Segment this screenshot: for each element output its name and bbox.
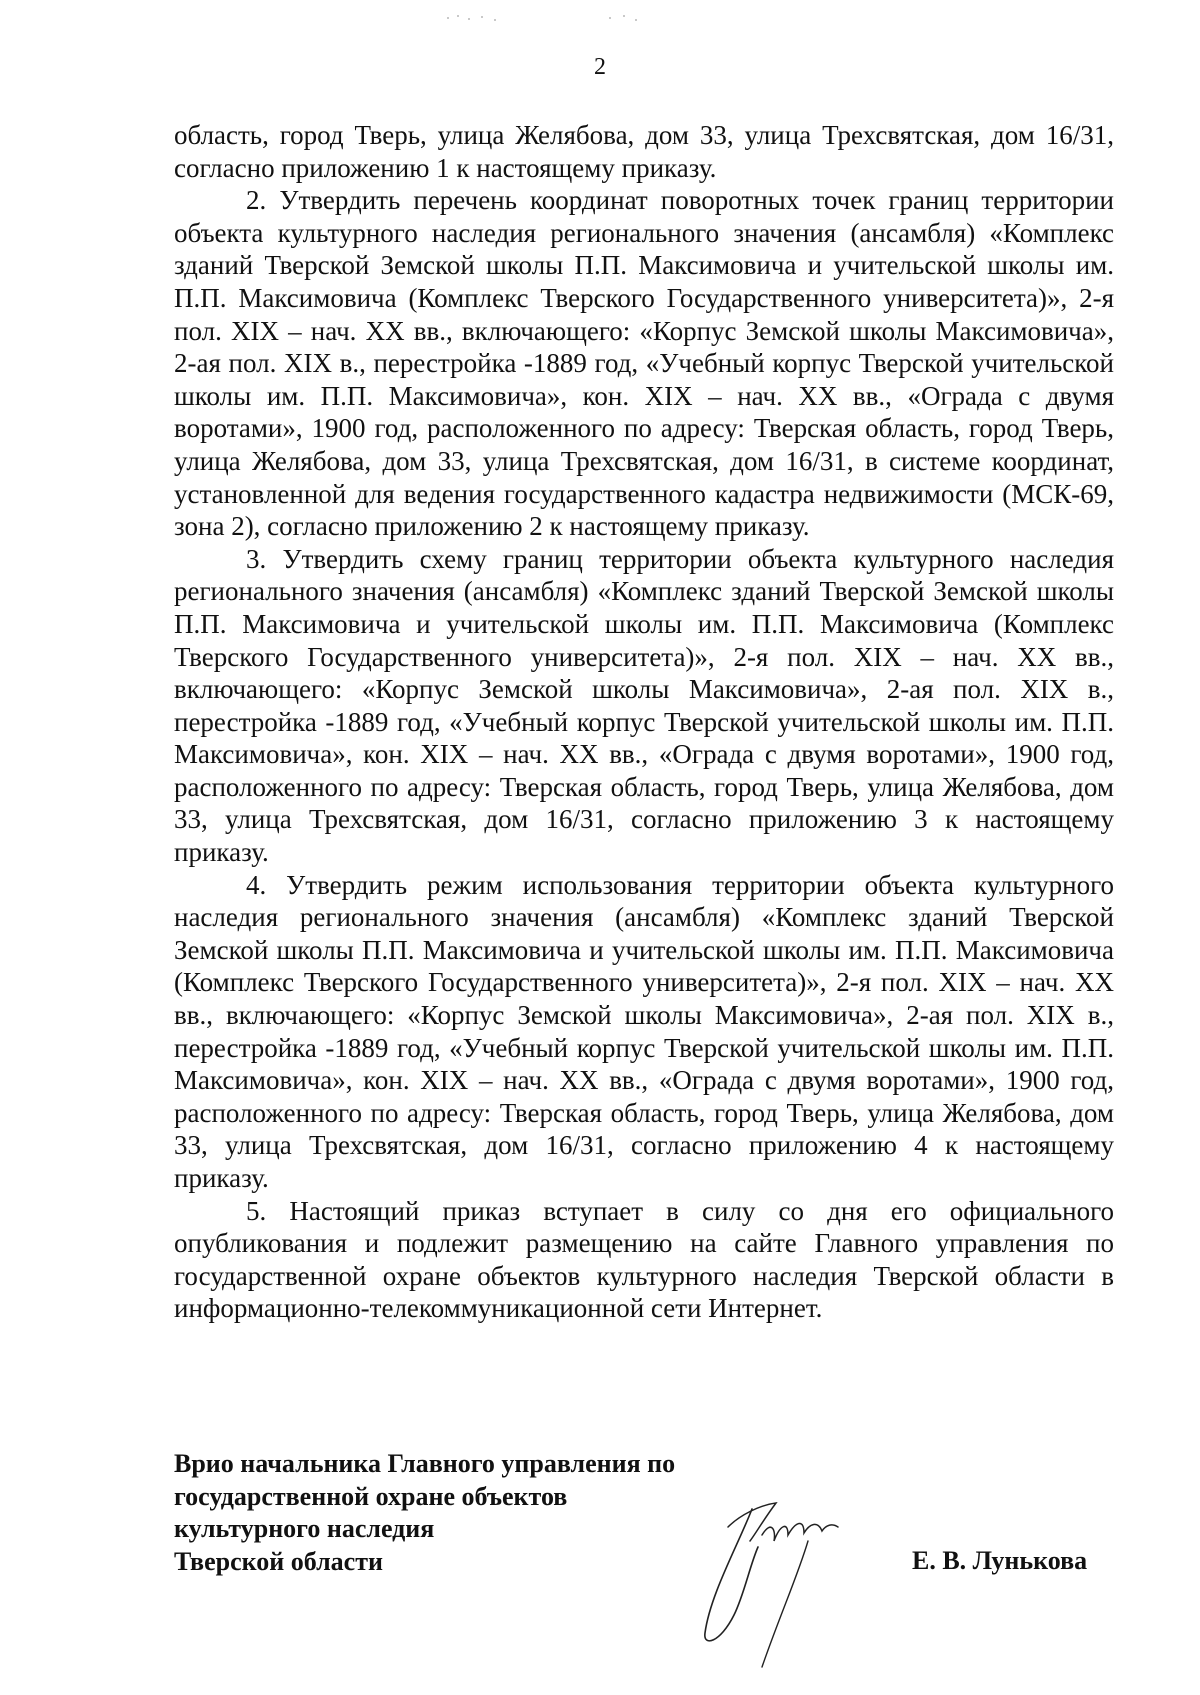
paragraph-item-2: 2. Утвердить перечень координат поворотных точек границ территории объекта культурного наследия регионального значения (ансамбля) «Комплекс зданий Тверской Земской школы П.П. Максимовича и учительской школы им. П.П. Максимовича (Комплекс Тверского Государственного университета)», 2-я пол. XIX – нач. XX вв., включающего: «Корпус Земской школы Максимовича», 2-ая пол. XIX в., перестройка -1889 год, «Учебный корпус Тверской учительской школы им. П.П. Максимовича», кон. XIX – нач. XX вв., «Ограда с двумя воротами», 1900 год, расположенного по адресу: Тверская область, город Тверь, улица Желябова, дом 33, улица Трехсвятская, дом 16/31, в системе координат, установленной для ведения государственного кадастра недвижимости (МСК-69, зона 2), согласно приложению 2 к настоящему приказу. bbox=[174, 185, 1114, 542]
signatory-title-line: Тверской области bbox=[174, 1546, 383, 1576]
signatory-title-line: культурного наследия bbox=[174, 1514, 435, 1543]
handwritten-signature bbox=[680, 1475, 900, 1675]
paragraph-item-5: 5. Настоящий приказ вступает в силу со дня его официального опубликования и подлежит размещению на сайте Главного управления по государственной охране объектов культурного наследия Тверской области в информационно-телекоммуникационной сети Интернет. bbox=[174, 1195, 1114, 1324]
paragraph-item-4: 4. Утвердить режим использования территории объекта культурного наследия регионального значения (ансамбля) «Комплекс зданий Тверской Земской школы П.П. Максимовича и учительской школы им. П.П. Максимовича (Комплекс Тверского Государственного университета)», 2-я пол. XIX – нач. XX вв., включающего: «Корпус Земской школы Максимовича», 2-ая пол. XIX в., перестройка -1889 год, «Учебный корпус Тверской учительской школы им. П.П. Максимовича», кон. XIX – нач. XX вв., «Ограда с двумя воротами», 1900 год, расположенного по адресу: Тверская область, город Тверь, улица Желябова, дом 33, улица Трехсвятская, дом 16/31, согласно приложению 4 к настоящему приказу. bbox=[174, 869, 1114, 1193]
paragraph-continuation: область, город Тверь, улица Желябова, дом 33, улица Трехсвятская, дом 16/31, согласно приложению 1 к настоящему приказу. bbox=[174, 120, 1114, 183]
signatory-title bbox=[174, 1448, 734, 1578]
signatory-title-line: государственной охране объектов bbox=[174, 1481, 568, 1511]
paragraph-item-3: 3. Утвердить схему границ территории объекта культурного наследия регионального значения (ансамбля) «Комплекс зданий Тверской Земской школы П.П. Максимовича и учительской школы им. П.П. Максимовича (Комплекс Тверского Государственного университета)», 2-я пол. XIX – нач. XX вв., включающего: «Корпус Земской школы Максимовича», 2-ая пол. XIX в., перестройка -1889 год, «Учебный корпус Тверской учительской школы им. П.П. Максимовича», кон. XIX – нач. XX вв., «Ограда с двумя воротами», 1900 год, расположенного по адресу: Тверская область, город Тверь, улица Желябова, дом 33, улица Трехсвятская, дом 16/31, согласно приложению 3 к настоящему приказу. bbox=[174, 543, 1114, 868]
scan-artifact bbox=[440, 8, 700, 28]
signatory-title-line: Врио начальника Главного управления по bbox=[174, 1449, 676, 1478]
signatory-name: Е. В. Лунькова bbox=[912, 1546, 1088, 1575]
document-body bbox=[174, 119, 1114, 1325]
page-number: 2 bbox=[594, 54, 606, 80]
